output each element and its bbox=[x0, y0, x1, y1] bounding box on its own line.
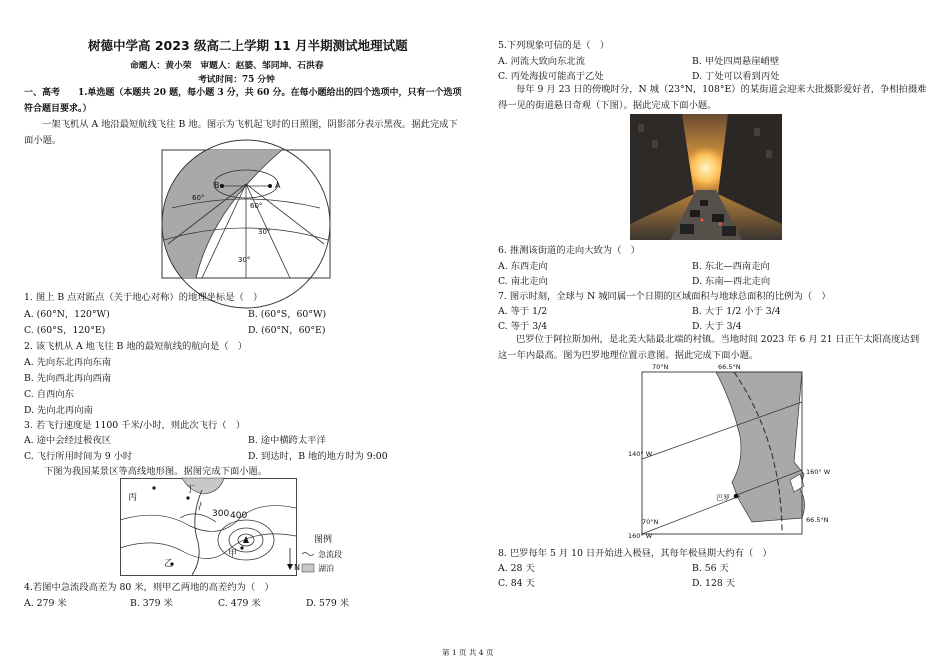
page-title: 树德中学高 2023 级高二上学期 11 月半期测试地理试题 bbox=[88, 38, 408, 53]
q8-option-b[interactable]: B. 56 天 bbox=[692, 563, 729, 574]
q6-option-d[interactable]: D. 东南—西北走向 bbox=[692, 276, 771, 287]
barrow-location-map bbox=[628, 362, 836, 542]
q3-option-b[interactable]: B. 途中横跨太平洋 bbox=[248, 435, 326, 446]
q7-option-a[interactable]: A. 等于 1/2 bbox=[498, 306, 548, 317]
q4-option-b[interactable]: B. 379 米 bbox=[130, 598, 173, 609]
q8-stem: 8. 巴罗每年 5 月 10 日开始进入极昼，其每年极昼期大约有（ ） bbox=[498, 548, 772, 559]
label-300: 300 bbox=[212, 509, 230, 519]
q2-option-a[interactable]: A. 先向东北再向东南 bbox=[24, 357, 111, 368]
q7-option-d[interactable]: D. 大于 3/4 bbox=[692, 321, 742, 332]
sunlight-diagram bbox=[162, 150, 330, 278]
q7-option-b[interactable]: B. 大于 1/2 小于 3/4 bbox=[692, 306, 781, 317]
legend-title: 图例 bbox=[314, 535, 333, 545]
q1-option-d[interactable]: D. (60°N，60°E) bbox=[248, 325, 326, 336]
q4-option-c[interactable]: C. 479 米 bbox=[218, 598, 261, 609]
label-yi: 乙 bbox=[164, 559, 174, 569]
label-30-right: 30° bbox=[258, 228, 271, 236]
label-160w-right: 160° W bbox=[806, 468, 831, 476]
q1-option-b[interactable]: B. (60°S，60°W) bbox=[248, 309, 327, 320]
intro-2: 下图为我国某景区等高线地形图。据图完成下面小题。 bbox=[44, 466, 268, 477]
q8-option-c[interactable]: C. 84 天 bbox=[498, 578, 535, 589]
label-60-right: 60° bbox=[250, 202, 263, 210]
label-top-665n: 66.5°N bbox=[718, 363, 741, 371]
q3-option-c[interactable]: C. 飞行所用时间为 9 小时 bbox=[24, 451, 133, 462]
page-footer: 第 1 页 共 4 页 bbox=[442, 648, 494, 657]
barrow-marker bbox=[734, 494, 739, 499]
q6-option-a[interactable]: A. 东西走向 bbox=[498, 261, 548, 272]
point-a bbox=[268, 184, 272, 188]
label-140w: 140° W bbox=[628, 450, 653, 458]
label-b: B bbox=[214, 181, 220, 190]
q7-option-c[interactable]: C. 等于 3/4 bbox=[498, 321, 548, 332]
label-400: 400 bbox=[230, 511, 248, 521]
label-top-70n: 70°N bbox=[652, 363, 669, 371]
intro-4: 巴罗位于阿拉斯加州，是北美大陆最北端的村镇。当地时间 2023 年 6 月 21 日正午太阳高度达到这一年内最高。图为巴罗地理位置示意图。据此完成下面小题。 bbox=[498, 334, 920, 361]
q5-option-b[interactable]: B. 甲处四周悬崖峭壁 bbox=[692, 56, 780, 67]
point-b bbox=[220, 184, 224, 188]
q5-option-c[interactable]: C. 丙处海拔可能高于乙处 bbox=[498, 71, 604, 82]
q5-option-d[interactable]: D. 丁处可以看到丙处 bbox=[692, 71, 780, 82]
label-60-left: 60° bbox=[192, 194, 205, 202]
label-north: N bbox=[294, 563, 300, 572]
legend-rapids-symbol bbox=[302, 553, 314, 556]
q1-stem: 1. 图上 B 点对跖点（关于地心对称）的地理坐标是（ ） bbox=[24, 292, 263, 303]
exam-time: 考试时间：75 分钟 bbox=[198, 75, 275, 85]
q4-option-d[interactable]: D. 579 米 bbox=[306, 598, 350, 609]
label-665n-right: 66.5°N bbox=[806, 516, 829, 524]
q5-stem: 5.下列现象可信的是（ ） bbox=[498, 40, 610, 51]
label-jia: 甲 bbox=[228, 549, 238, 559]
label-barrow: 巴罗 bbox=[716, 494, 730, 502]
authors-line: 命题人：黄小荣 审题人：赵婆、邹同坤、石洪春 bbox=[130, 61, 324, 71]
street-sunset-photo bbox=[630, 114, 782, 240]
q7-stem: 7. 图示时刻，全球与 N 城同属一个日期的区域面积与地球总面积的比例为（ ） bbox=[498, 291, 831, 302]
q8-option-d[interactable]: D. 128 天 bbox=[692, 578, 736, 589]
q4-stem: 4.若图中急流段高差为 80 米，则甲乙两地的高差约为（ ） bbox=[24, 582, 274, 593]
q6-stem: 6. 推测该街道的走向大致为（ ） bbox=[498, 245, 640, 256]
q2-option-d[interactable]: D. 先向北再向南 bbox=[24, 405, 93, 416]
q2-option-c[interactable]: C. 自西向东 bbox=[24, 389, 74, 400]
section-heading: 一、高考 1.单选题（本题共 20 题，每小题 3 分，共 60 分。在每小题给出的四个选项中，只有一个选项符合题目要求。） bbox=[24, 88, 462, 114]
q8-option-a[interactable]: A. 28 天 bbox=[498, 563, 535, 574]
q4-option-a[interactable]: A. 279 米 bbox=[24, 598, 67, 609]
intro-1: 一架飞机从 A 地沿最短航线飞往 B 地。图示为飞机起飞时的日照图，阴影部分表示黑夜。据此完成下面小题。 bbox=[24, 119, 458, 146]
q3-stem: 3. 若飞行速度是 1100 千米/小时，则此次飞行（ ） bbox=[24, 420, 246, 431]
legend-rapids: 急流段 bbox=[318, 550, 342, 559]
label-70n-bottom: 70°N bbox=[642, 518, 659, 526]
intro-3: 每年 9 月 23 日的傍晚时分，N 城（23°N，108°E）的某街道会迎来大批摄影爱好者，争相拍摄难得一见的街道悬日奇观（下图）。据此完成下面小题。 bbox=[498, 84, 927, 111]
label-bing: 丙 bbox=[128, 493, 138, 503]
label-a: A bbox=[275, 181, 281, 190]
label-ding: 丁 bbox=[186, 485, 196, 495]
legend-lake: 湖泊 bbox=[318, 564, 334, 573]
q1-option-a[interactable]: A. (60°N，120°W) bbox=[24, 309, 110, 320]
q6-option-c[interactable]: C. 南北走向 bbox=[498, 276, 548, 287]
label-160w-bottom: 160° W bbox=[628, 532, 653, 540]
q2-stem: 2. 该飞机从 A 地飞往 B 地的最短航线的航向是（ ） bbox=[24, 341, 248, 352]
q6-option-b[interactable]: B. 东北—西南走向 bbox=[692, 261, 770, 272]
q2-option-b[interactable]: B. 先向西北再向西南 bbox=[24, 373, 112, 384]
q3-option-d[interactable]: D. 到达时，B 地的地方时为 9:00 bbox=[248, 451, 388, 462]
label-30-bottom: 30° bbox=[238, 256, 251, 264]
q3-option-a[interactable]: A. 途中会经过极夜区 bbox=[24, 435, 111, 446]
q5-option-a[interactable]: A. 河流大致向东北流 bbox=[498, 56, 585, 67]
legend-lake-symbol bbox=[302, 564, 314, 572]
contour-map bbox=[120, 478, 370, 576]
q1-option-c[interactable]: C. (60°S，120°E) bbox=[24, 325, 106, 336]
